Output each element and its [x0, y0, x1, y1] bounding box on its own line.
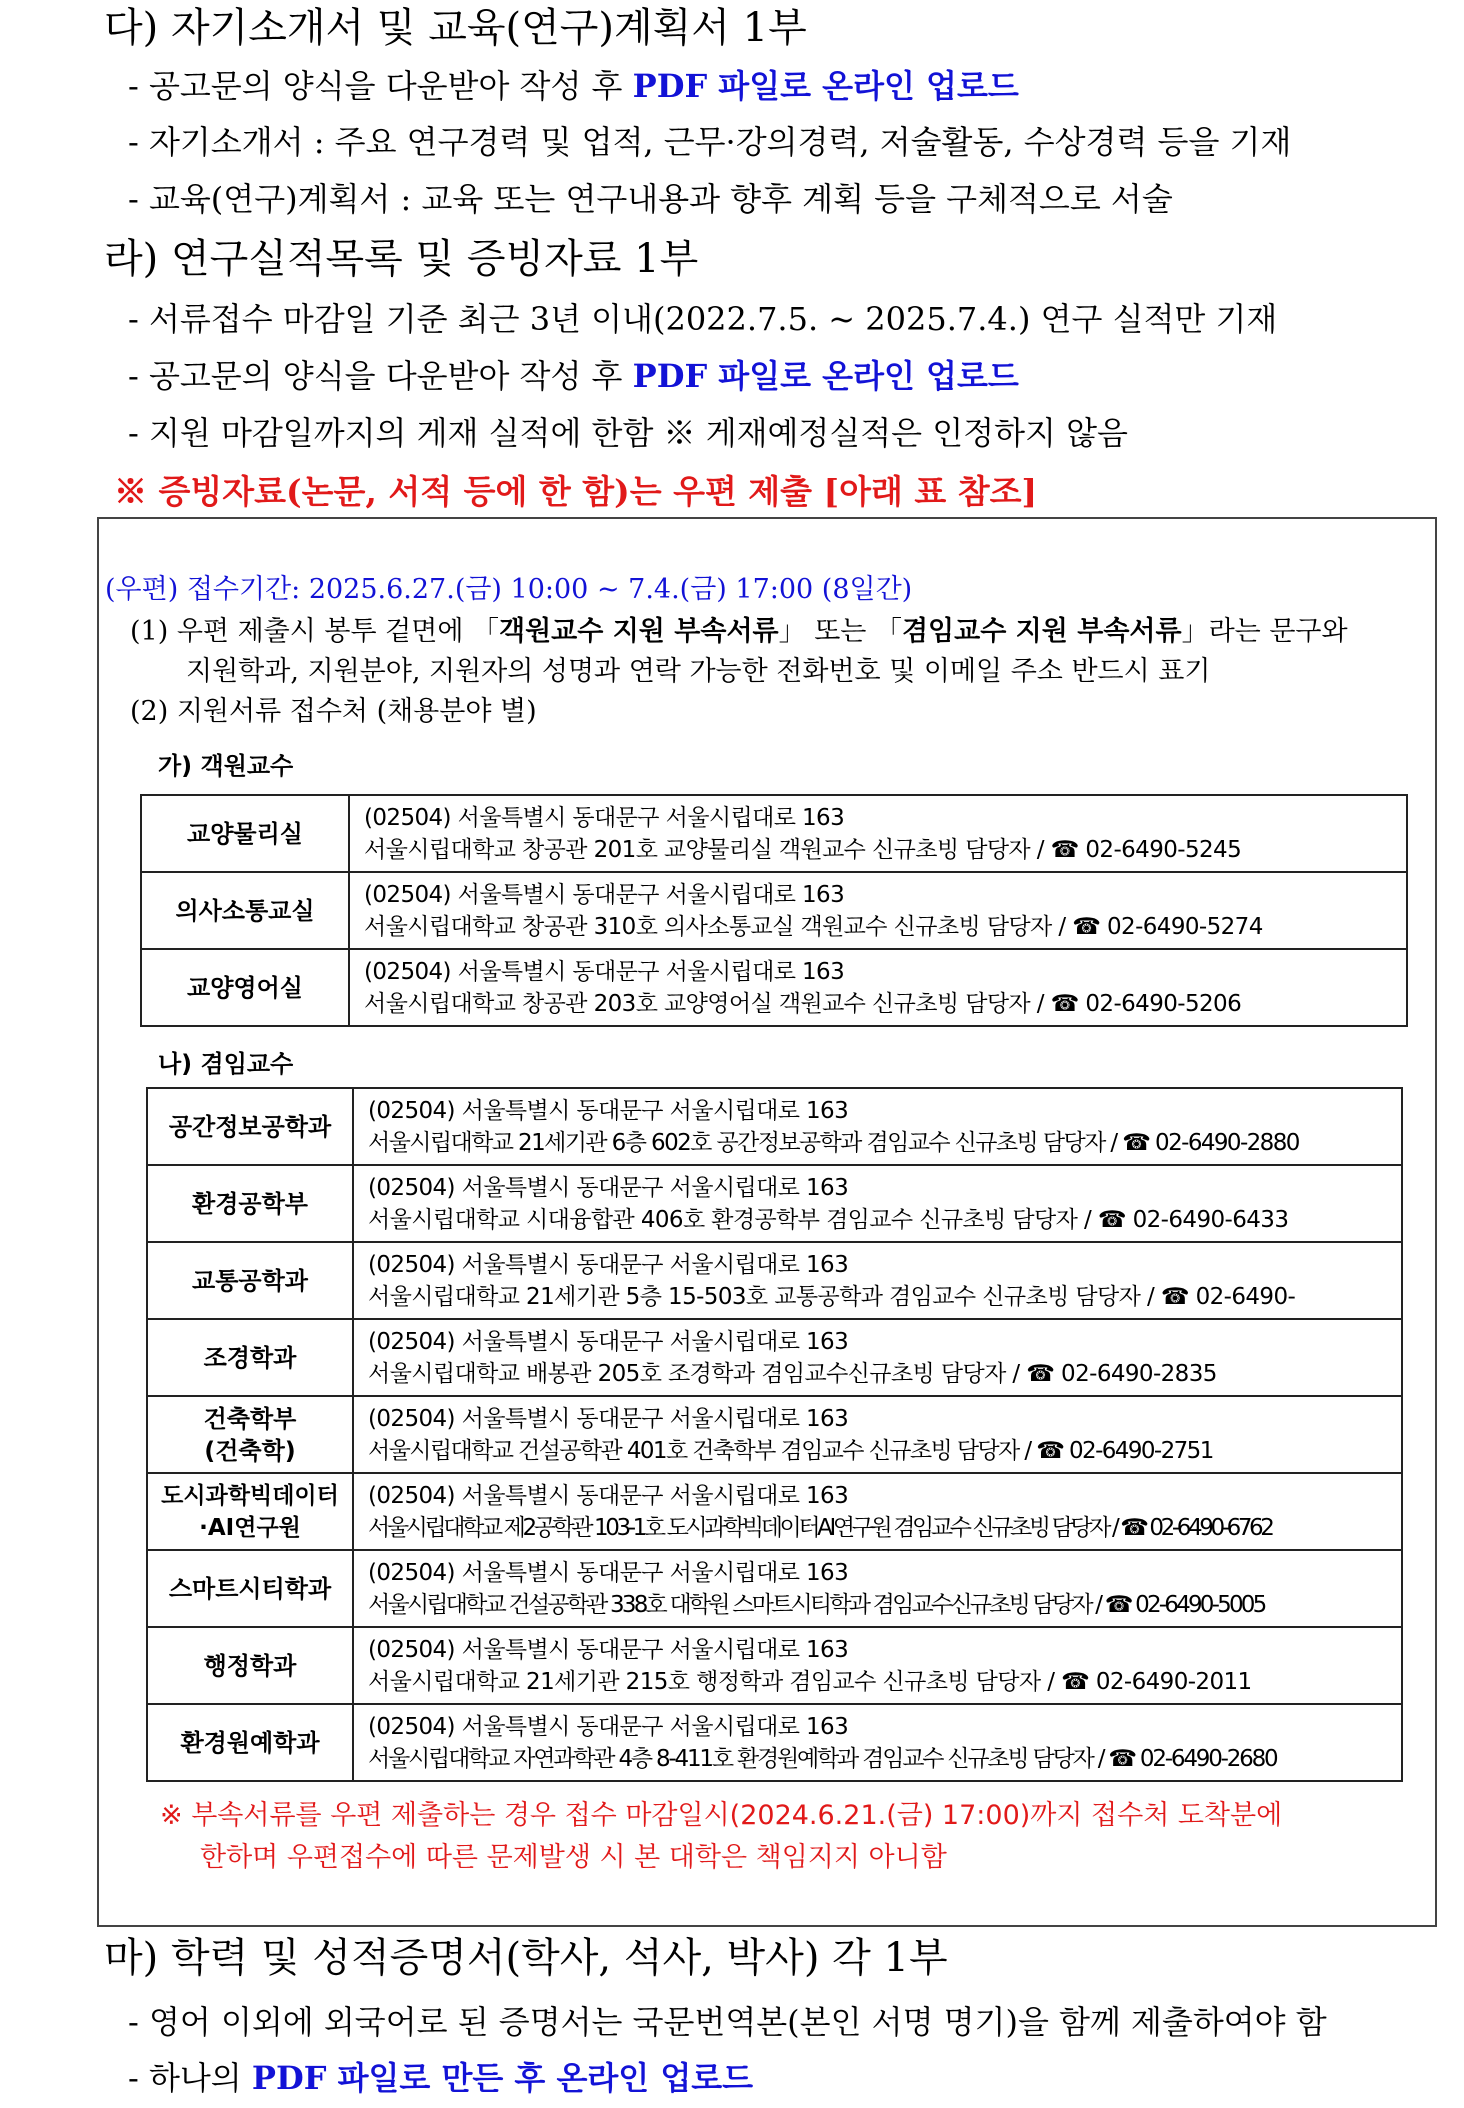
mail-notice: ※ 증빙자료(논문, 서적 등에 한 함)는 우편 제출 [아래 표 참조]	[114, 472, 1038, 511]
contact-line: 서울시립대학교 창공관 201호 교양물리실 객원교수 신규초빙 담당자 / ☎ 02-6490-5245	[364, 836, 1242, 863]
address-line: (02504) 서울특별시 동대문구 서울시립대로 163	[364, 881, 845, 908]
table-row	[141, 872, 1407, 949]
address-cell	[353, 1242, 1402, 1319]
bullet-text: - 하나의	[128, 2059, 252, 2097]
mail-footnote-2: 한하며 우편접수에 따른 문제발생 시 본 대학은 책임지지 아니함	[200, 1842, 947, 1873]
department-name: 공간정보공학과	[147, 1088, 353, 1165]
address-cell	[353, 1396, 1402, 1473]
contact-line: 서울시립대학교 자연과학관 4층 8-411호 환경원예학과 겸임교수 신규초빙 담당자 / ☎ 02-6490-2680	[368, 1745, 1277, 1772]
department-name	[147, 1396, 353, 1473]
contact-line: 서울시립대학교 건설공학관 401호 건축학부 겸임교수 신규초빙 담당자 / ☎ 02-6490-2751	[368, 1437, 1213, 1464]
address-line: (02504) 서울특별시 동대문구 서울시립대로 163	[368, 1251, 849, 1278]
table-row	[147, 1319, 1402, 1396]
note-bold: 객원교수 지원 부속서류	[498, 616, 779, 647]
section-da-bullet-1	[128, 64, 1019, 108]
group-b-title: 나) 겸임교수	[158, 1050, 294, 1078]
contact-line: 서울시립대학교 21세기관 5층 15-503호 교통공학과 겸임교수 신규초빙 담당자 / ☎ 02-6490-	[368, 1283, 1296, 1310]
address-cell	[353, 1550, 1402, 1627]
address-cell	[353, 1473, 1402, 1550]
address-cell	[353, 1704, 1402, 1781]
address-line: (02504) 서울특별시 동대문구 서울시립대로 163	[368, 1713, 849, 1740]
department-name: 행정학과	[147, 1627, 353, 1704]
section-ma-bullet-2	[128, 2056, 753, 2100]
address-cell	[353, 1165, 1402, 1242]
contact-line: 서울시립대학교 창공관 203호 교양영어실 객원교수 신규초빙 담당자 / ☎ 02-6490-5206	[364, 990, 1242, 1017]
table-row	[141, 949, 1407, 1026]
section-ra-bullet-2	[128, 354, 1019, 398]
table-row	[141, 795, 1407, 872]
table-row	[147, 1704, 1402, 1781]
section-ra-heading: 라) 연구실적목록 및 증빙자료 1부	[104, 236, 699, 282]
contact-line: 서울시립대학교 21세기관 6층 602호 공간정보공학과 겸임교수 신규초빙 담당자 / ☎ 02-6490-2880	[368, 1129, 1299, 1156]
address-cell	[349, 949, 1407, 1026]
section-ma-heading: 마) 학력 및 성적증명서(학사, 석사, 박사) 각 1부	[104, 1935, 948, 1981]
address-cell	[353, 1319, 1402, 1396]
department-name-line2: (건축학)	[204, 1436, 296, 1465]
note-text: (1) 우편 제출시 봉투 겉면에 「	[130, 616, 499, 647]
department-name-line1: 도시과학빅데이터	[161, 1482, 339, 1509]
address-line: (02504) 서울특별시 동대문구 서울시립대로 163	[368, 1559, 849, 1586]
mail-note-1	[130, 614, 1348, 650]
address-line: (02504) 서울특별시 동대문구 서울시립대로 163	[368, 1482, 849, 1509]
contact-line: 서울시립대학교 창공관 310호 의사소통교실 객원교수 신규초빙 담당자 / ☎ 02-6490-5274	[364, 913, 1263, 940]
address-line: (02504) 서울특별시 동대문구 서울시립대로 163	[364, 958, 845, 985]
section-ra-bullet-3: - 지원 마감일까지의 게재 실적에 한함 ※ 게재예정실적은 인정하지 않음	[128, 414, 1128, 452]
contact-line: 서울시립대학교 배봉관 205호 조경학과 겸임교수신규초빙 담당자 / ☎ 02-6490-2835	[368, 1360, 1217, 1387]
table-row	[147, 1550, 1402, 1627]
contact-line: 서울시립대학교 21세기관 215호 행정학과 겸임교수 신규초빙 담당자 / ☎ 02-6490-2011	[368, 1668, 1252, 1695]
group-a-title: 가) 객원교수	[158, 752, 294, 780]
note-text: 」라는 문구와	[1181, 616, 1348, 647]
address-line: (02504) 서울특별시 동대문구 서울시립대로 163	[364, 804, 845, 831]
department-name: 교양영어실	[141, 949, 349, 1026]
bullet-highlight: PDF 파일로 온라인 업로드	[632, 67, 1019, 105]
department-name-line1: 건축학부	[203, 1404, 297, 1433]
bullet-highlight: PDF 파일로 만든 후 온라인 업로드	[251, 2059, 754, 2097]
department-name-line2: ·AI연구원	[199, 1514, 301, 1541]
visiting-professor-table	[140, 794, 1408, 1027]
adjunct-professor-table	[146, 1087, 1403, 1782]
address-cell	[349, 795, 1407, 872]
department-name: 스마트시티학과	[147, 1550, 353, 1627]
department-name	[147, 1473, 353, 1550]
mail-period: (우편) 접수기간: 2025.6.27.(금) 10:00 ~ 7.4.(금) 17:00 (8일간)	[105, 574, 913, 605]
department-name: 환경원예학과	[147, 1704, 353, 1781]
address-line: (02504) 서울특별시 동대문구 서울시립대로 163	[368, 1097, 849, 1124]
table-row	[147, 1242, 1402, 1319]
department-name: 교양물리실	[141, 795, 349, 872]
table-row	[147, 1088, 1402, 1165]
bullet-text: - 공고문의 양식을 다운받아 작성 후	[128, 357, 633, 395]
table-row	[147, 1165, 1402, 1242]
section-da-bullet-3: - 교육(연구)계획서 : 교육 또는 연구내용과 향후 계획 등을 구체적으로 서술	[128, 180, 1173, 218]
table-row	[147, 1396, 1402, 1473]
note-bold: 겸임교수 지원 부속서류	[901, 616, 1182, 647]
mail-footnote-1: ※ 부속서류를 우편 제출하는 경우 접수 마감일시(2024.6.21.(금) 17:00)까지 접수처 도착분에	[160, 1800, 1283, 1831]
address-cell	[353, 1088, 1402, 1165]
address-line: (02504) 서울특별시 동대문구 서울시립대로 163	[368, 1405, 849, 1432]
department-name: 교통공학과	[147, 1242, 353, 1319]
bullet-text: - 공고문의 양식을 다운받아 작성 후	[128, 67, 633, 105]
table-row	[147, 1627, 1402, 1704]
department-name: 의사소통교실	[141, 872, 349, 949]
section-da-bullet-2: - 자기소개서 : 주요 연구경력 및 업적, 근무·강의경력, 저술활동, 수상경력 등을 기재	[128, 123, 1292, 161]
address-line: (02504) 서울특별시 동대문구 서울시립대로 163	[368, 1174, 849, 1201]
section-ma-bullet-1: - 영어 이외에 외국어로 된 증명서는 국문번역본(본인 서명 명기)을 함께 제출하여야 함	[128, 2003, 1327, 2041]
section-da-heading: 다) 자기소개서 및 교육(연구)계획서 1부	[104, 5, 807, 51]
address-cell	[349, 872, 1407, 949]
bullet-highlight: PDF 파일로 온라인 업로드	[632, 357, 1019, 395]
address-line: (02504) 서울특별시 동대문구 서울시립대로 163	[368, 1328, 849, 1355]
department-name: 조경학과	[147, 1319, 353, 1396]
contact-line: 서울시립대학교 제2공학관 103-1호 도시과학빅데이터AI연구원 겸임교수 신규초빙 담당자 / ☎ 02-6490-6762	[368, 1514, 1272, 1541]
address-cell	[353, 1627, 1402, 1704]
department-name: 환경공학부	[147, 1165, 353, 1242]
section-ra-bullet-1: - 서류접수 마감일 기준 최근 3년 이내(2022.7.5. ~ 2025.7.4.) 연구 실적만 기재	[128, 300, 1278, 338]
contact-line: 서울시립대학교 시대융합관 406호 환경공학부 겸임교수 신규초빙 담당자 / ☎ 02-6490-6433	[368, 1206, 1289, 1233]
table-row	[147, 1473, 1402, 1550]
mail-note-2: (2) 지원서류 접수처 (채용분야 별)	[130, 696, 537, 727]
mail-note-1-line2: 지원학과, 지원분야, 지원자의 성명과 연락 가능한 전화번호 및 이메일 주소 반드시 표기	[186, 656, 1211, 687]
note-text: 」 또는 「	[778, 616, 902, 647]
contact-line: 서울시립대학교 건설공학관 338호 대학원 스마트시티학과 겸임교수신규초빙 담당자 / ☎ 02-6490-5005	[368, 1591, 1265, 1618]
address-line: (02504) 서울특별시 동대문구 서울시립대로 163	[368, 1636, 849, 1663]
